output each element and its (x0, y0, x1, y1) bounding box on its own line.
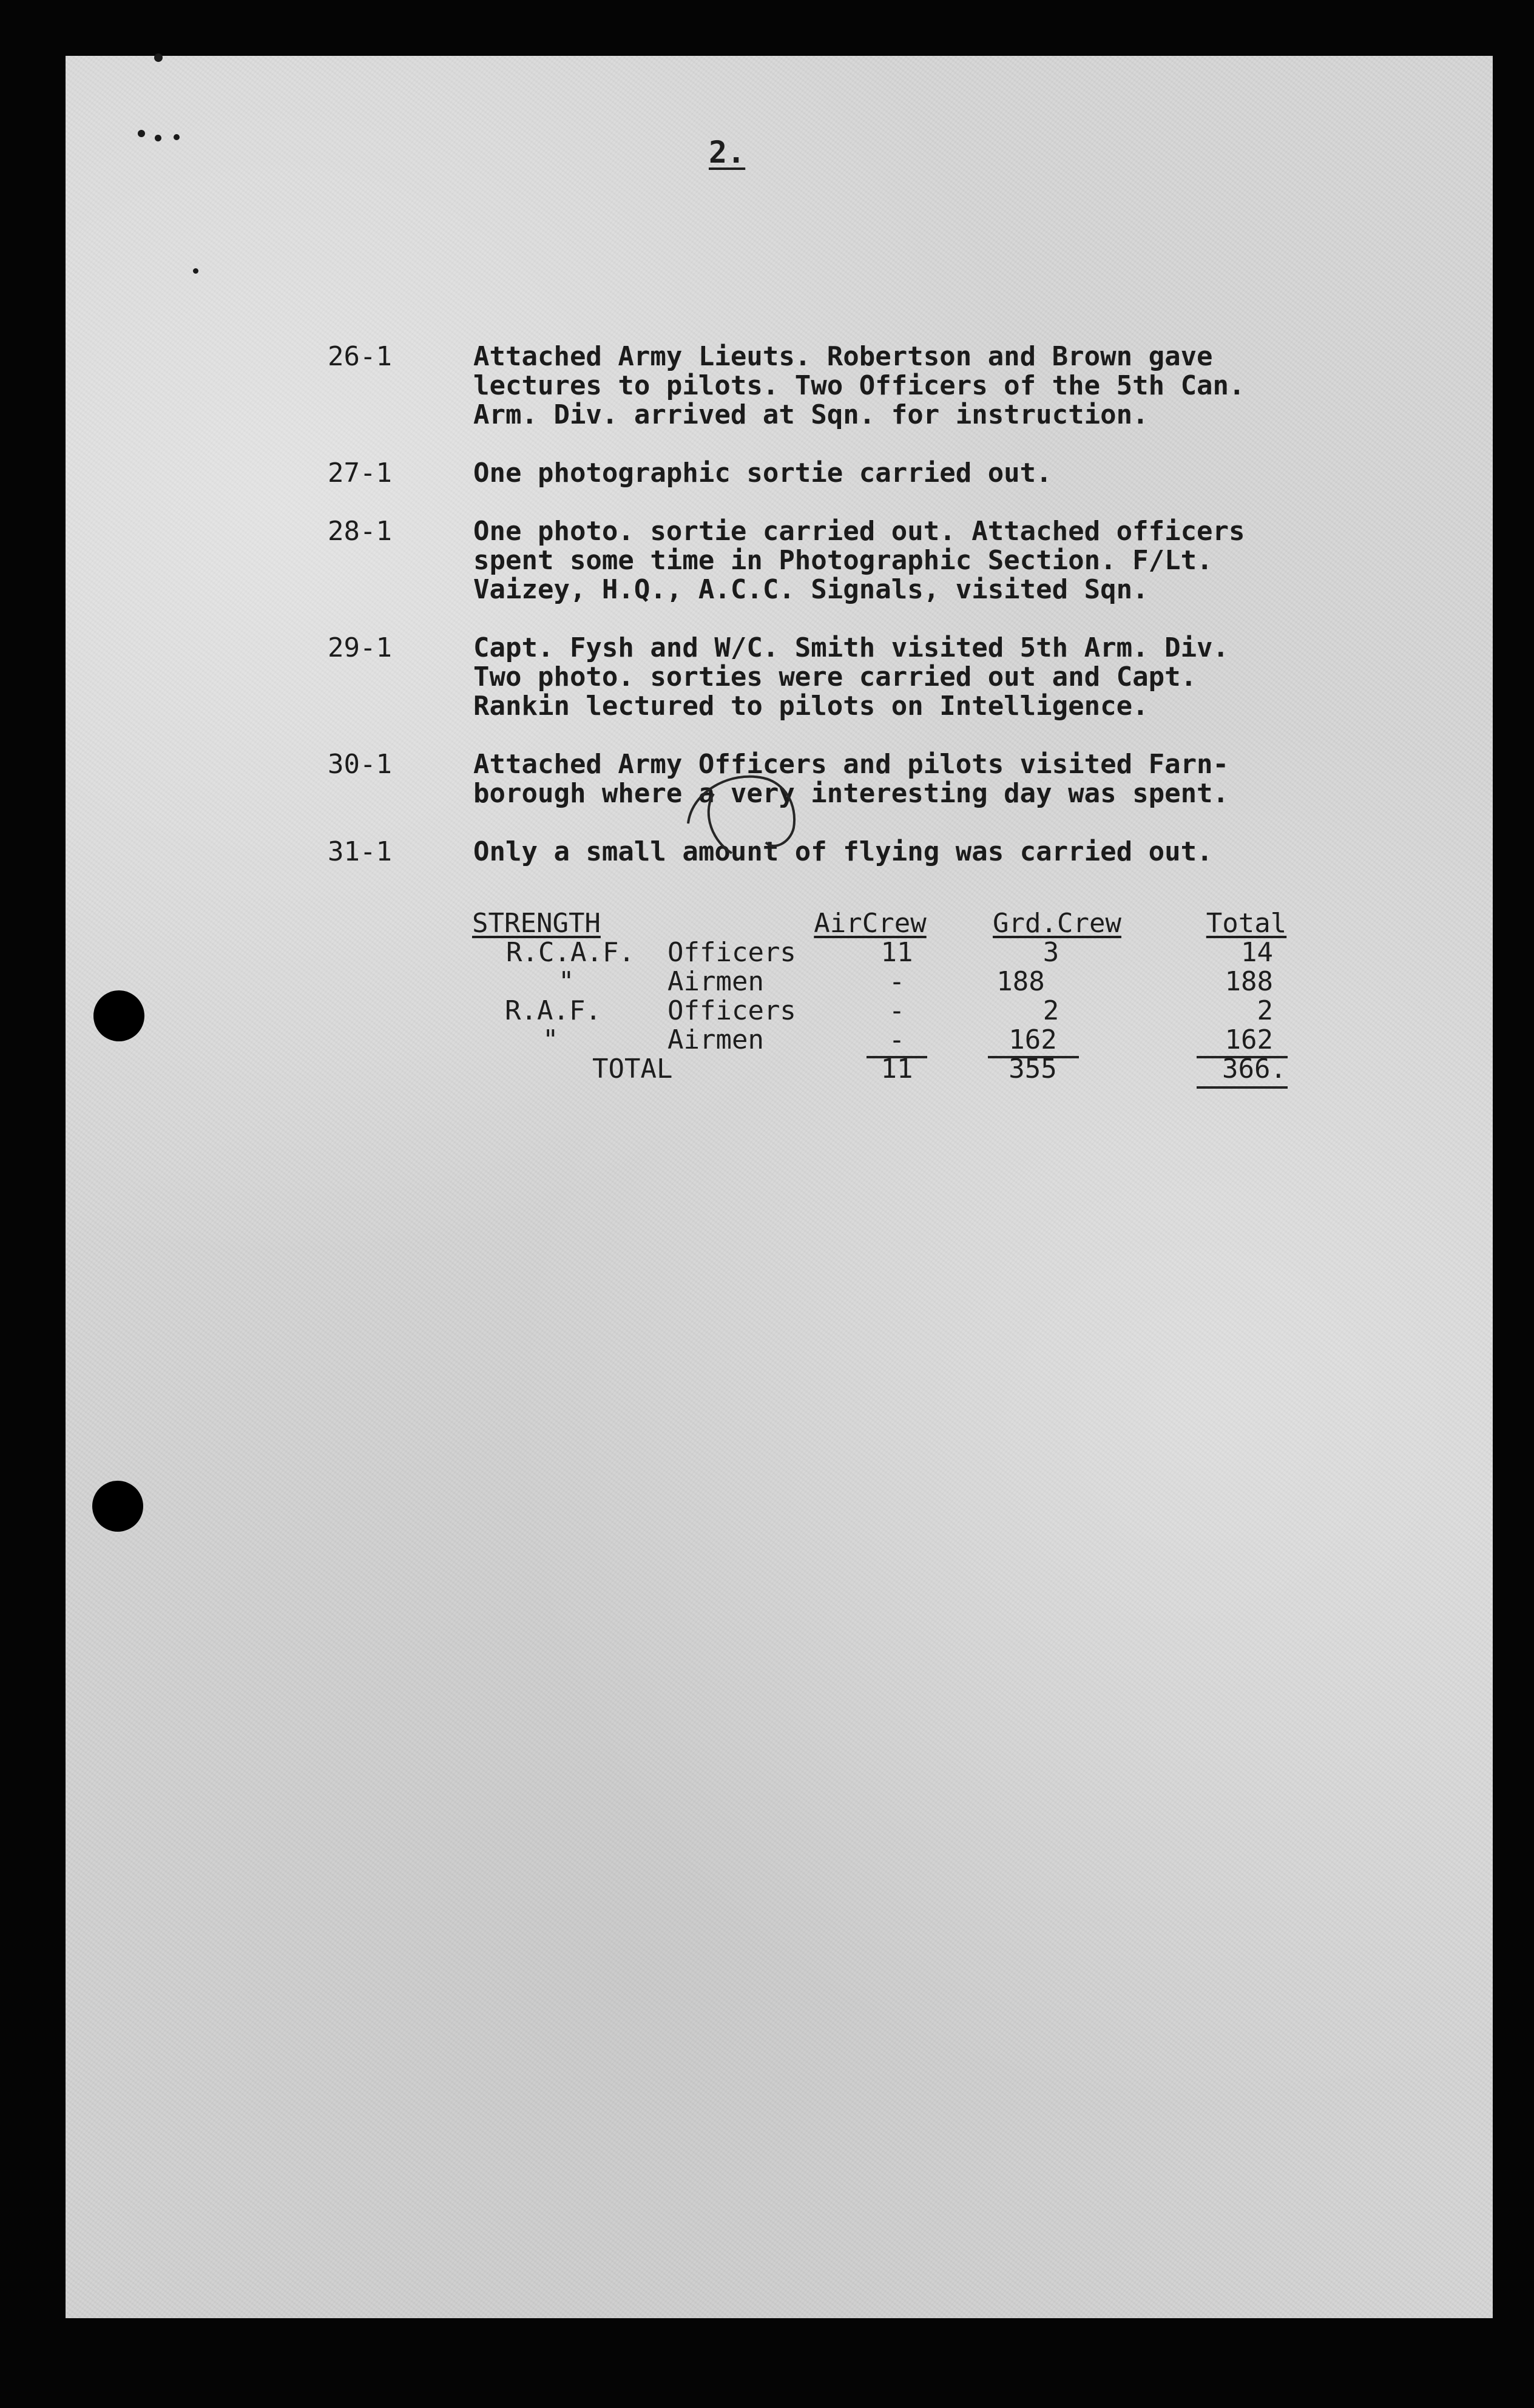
strength-service-raf: R.A.F. (505, 995, 601, 1026)
diary-entry (328, 634, 1396, 721)
diary-entry (328, 459, 1396, 488)
paper-speck (193, 268, 198, 274)
punch-hole-top (93, 990, 144, 1041)
entry-date: 30-1 (328, 749, 392, 780)
paper-speck (154, 53, 163, 62)
diary-entry (328, 837, 1396, 867)
strength-category: Officers (667, 937, 796, 968)
strength-header-grd-crew: Grd.Crew (993, 908, 1121, 939)
strength-total-value: 188 (1225, 966, 1273, 997)
entry-text: Attached Army Lieuts. Robertson and Brown gave lectures to pilots. Two Officers of the 5th Can. Arm. Div. arrived at Sqn. for instruction. (473, 341, 1245, 430)
paper-speck (138, 130, 145, 137)
entry-date: 29-1 (328, 632, 392, 663)
strength-total-aircrew: 11 (880, 1054, 913, 1084)
strength-service-rcaf: R.C.A.F. (506, 937, 635, 968)
strength-aircrew-value: - (888, 966, 905, 997)
total-rule-grand-total (1197, 1086, 1288, 1089)
entry-date: 28-1 (328, 516, 392, 547)
strength-header-total: Total (1206, 908, 1287, 939)
diary-entry (328, 517, 1396, 604)
page-number: 2. (709, 135, 746, 170)
strength-grd-crew-value: 162 (1009, 1024, 1057, 1055)
strength-total-value: 162 (1225, 1024, 1273, 1055)
strength-total-label: TOTAL (592, 1054, 673, 1084)
strength-aircrew-value: - (888, 995, 905, 1026)
entry-text: Only a small amount of flying was carried out. (473, 836, 1213, 867)
strength-service-ditto: " (558, 966, 575, 997)
entry-text: Capt. Fysh and W/C. Smith visited 5th Arm. Div. Two photo. sorties were carried out and Capt. Rankin lectured to pilots on Intelligence. (473, 632, 1229, 722)
strength-grd-crew-value: 2 (1042, 995, 1059, 1026)
entry-date: 27-1 (328, 458, 392, 489)
strength-total-value: 14 (1241, 937, 1273, 968)
strength-aircrew-value: 11 (880, 937, 913, 968)
strength-aircrew-value: - (888, 1024, 905, 1055)
paper-speck (155, 135, 161, 141)
strength-service-ditto: " (542, 1024, 559, 1055)
strength-total-value: 2 (1257, 995, 1273, 1026)
entry-text: One photo. sortie carried out. Attached officers spent some time in Photographic Section. F/Lt. Vaizey, H.Q., A.C.C. Signals, visited Sqn. (473, 516, 1245, 605)
strength-grand-total: 366. (1222, 1054, 1286, 1084)
strength-grd-crew-value: 188 (996, 966, 1045, 997)
entry-date: 31-1 (328, 836, 392, 867)
strength-total-grd-crew: 355 (1009, 1054, 1057, 1084)
strength-category: Officers (667, 995, 796, 1026)
handwritten-pen-mark (680, 766, 813, 869)
punch-hole-bottom (92, 1481, 143, 1532)
diary-entry (328, 342, 1396, 430)
strength-header-label: STRENGTH (472, 908, 601, 939)
entry-text: Attached Army Officers and pilots visited Farn- borough where a very interesting day was spent. (473, 749, 1229, 809)
strength-table (472, 909, 1297, 1091)
entry-text: One photographic sortie carried out. (473, 458, 1052, 489)
entry-date: 26-1 (328, 341, 392, 372)
diary-entry (328, 750, 1396, 808)
strength-category: Airmen (667, 1024, 764, 1055)
paper-speck (174, 134, 180, 140)
strength-grd-crew-value: 3 (1042, 937, 1059, 968)
strength-header-aircrew: AirCrew (814, 908, 927, 939)
strength-category: Airmen (667, 966, 764, 997)
diary-entries (328, 342, 1396, 896)
